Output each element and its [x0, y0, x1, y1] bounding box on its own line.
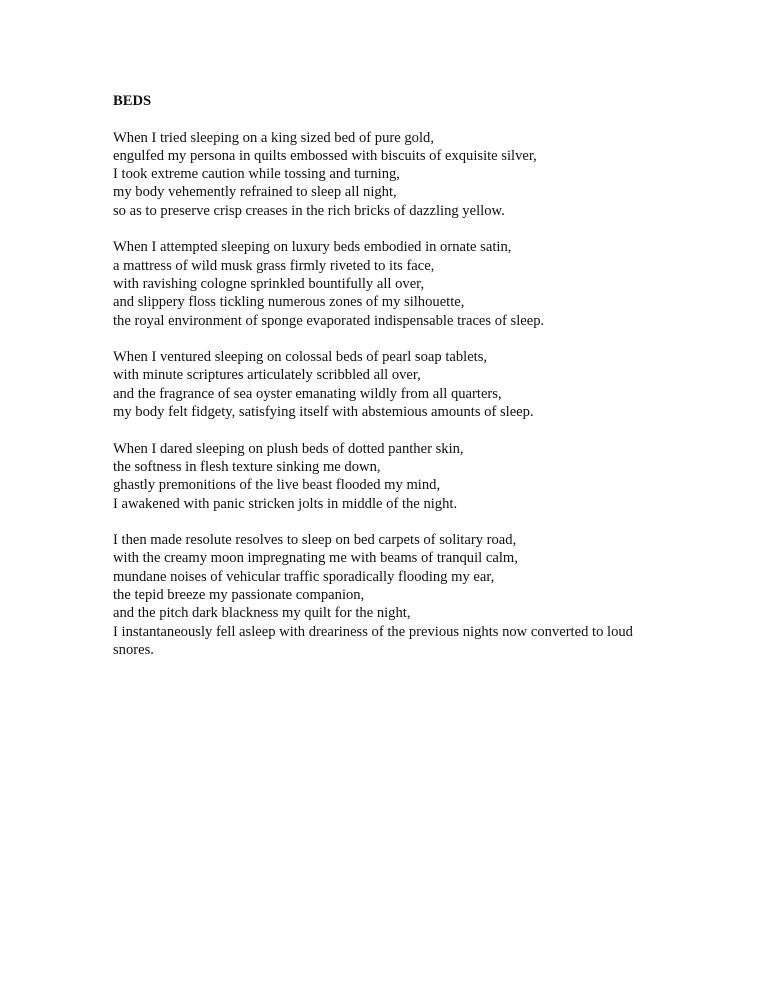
poem-line: When I attempted sleeping on luxury beds embodied in ornate satin,	[113, 239, 512, 256]
poem-line: When I tried sleeping on a king sized bed of pure gold,	[113, 129, 434, 146]
poem-line: my body felt fidgety, satisfying itself with abstemious amounts of sleep.	[113, 404, 534, 421]
poem-line: with ravishing cologne sprinkled bountifully all over,	[113, 275, 425, 292]
poem-line: I then made resolute resolves to sleep on bed carpets of solitary road,	[113, 532, 517, 549]
poem-line: ghastly premonitions of the live beast flooded my mind,	[113, 477, 441, 494]
stanza-1	[113, 129, 713, 220]
poem-line: a mattress of wild musk grass firmly riveted to its face,	[113, 257, 435, 274]
poem-line: I awakened with panic stricken jolts in middle of the night.	[113, 495, 458, 512]
poem-line: and the pitch dark blackness my quilt for the night,	[113, 605, 411, 622]
poem-line: with the creamy moon impregnating me with beams of tranquil calm,	[113, 550, 518, 567]
poem-line: and slippery floss tickling numerous zones of my silhouette,	[113, 294, 465, 311]
poem-title: BEDS	[113, 93, 152, 109]
stanza-2	[113, 238, 713, 329]
poem-line: When I ventured sleeping on colossal beds of pearl soap tablets,	[113, 349, 488, 366]
poem-line: the softness in flesh texture sinking me down,	[113, 458, 381, 475]
poem-line: my body vehemently refrained to sleep all night,	[113, 184, 397, 201]
poem-line: I instantaneously fell asleep with dreariness of the previous nights now converted to loud snores.	[113, 623, 633, 658]
poem-line: When I dared sleeping on plush beds of dotted panther skin,	[113, 440, 464, 457]
poem-line: engulfed my persona in quilts embossed with biscuits of exquisite silver,	[113, 147, 537, 164]
poem-line: I took extreme caution while tossing and turning,	[113, 166, 400, 183]
poem-line: mundane noises of vehicular traffic sporadically flooding my ear,	[113, 568, 495, 585]
stanza-4	[113, 440, 713, 513]
poem-body	[113, 92, 713, 678]
stanza-3	[113, 348, 713, 421]
poem-line: with minute scriptures articulately scribbled all over,	[113, 367, 421, 384]
poem-line: so as to preserve crisp creases in the rich bricks of dazzling yellow.	[113, 202, 505, 219]
poem-line: and the fragrance of sea oyster emanating wildly from all quarters,	[113, 385, 502, 402]
stanza-5	[113, 531, 713, 659]
poem-line: the tepid breeze my passionate companion,	[113, 587, 365, 604]
poem-line: the royal environment of sponge evaporated indispensable traces of sleep.	[113, 312, 545, 329]
